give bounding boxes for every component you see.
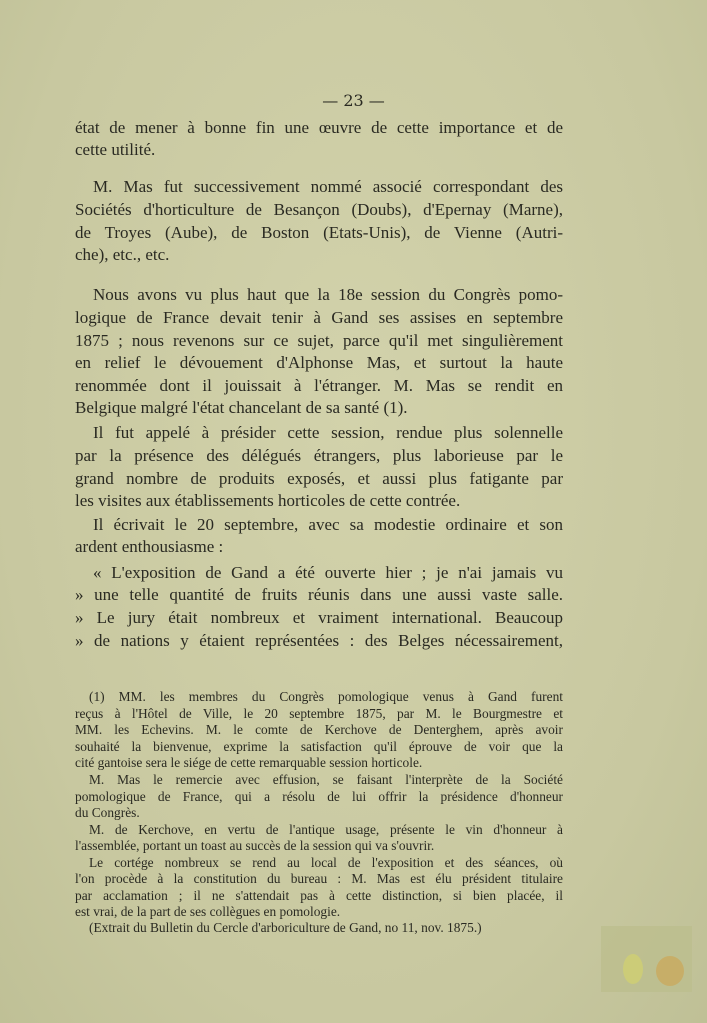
footnote-line: souhaité la bienvenue, exprime la satisfaction qu'il éprouve de voir que la: [75, 739, 563, 754]
body-line: Belgique malgré l'état chancelant de sa santé (1).: [75, 398, 408, 417]
body-line: Sociétés d'horticulture de Besançon (Doubs), d'Epernay (Marne),: [75, 200, 563, 219]
footnote-line: Le cortége nombreux se rend au local de l'exposition et des séances, où: [89, 855, 563, 870]
body-line: grand nombre de produits exposés, et aussi plus fatigante par: [75, 469, 563, 488]
footnote-line: MM. les Echevins. M. le comte de Kerchove de Denterghem, après avoir: [75, 722, 563, 737]
footnote-line: pomologique de France, qui a résolu de lui offrir la présidence d'honneur: [75, 789, 563, 804]
footnote-line: (Extrait du Bulletin du Cercle d'arboriculture de Gand, no 11, nov. 1875.): [89, 920, 482, 935]
footnote-line: l'assemblée, portant un toast au succès de la session qui va s'ouvrir.: [75, 838, 435, 853]
body-line: » de nations y étaient représentées : des Belges nécessairement,: [75, 631, 563, 650]
body-line: « L'exposition de Gand a été ouverte hier ; je n'ai jamais vu: [93, 563, 563, 582]
body-line: cette utilité.: [75, 140, 156, 159]
body-line: Nous avons vu plus haut que la 18e session du Congrès pomo-: [93, 285, 563, 304]
body-line: de Troyes (Aube), de Boston (Etats-Unis), de Vienne (Autri-: [75, 223, 563, 242]
body-line: les visites aux établissements horticoles de cette contrée.: [75, 491, 461, 510]
footnote-line: M. de Kerchove, en vertu de l'antique usage, présente le vin d'honneur à: [89, 822, 563, 837]
body-line: Il fut appelé à présider cette session, rendue plus solennelle: [93, 423, 563, 442]
body-line: en relief le dévouement d'Alphonse Mas, et surtout la haute: [75, 353, 563, 372]
footnote-line: M. Mas le remercie avec effusion, se faisant l'interprète de la Société: [89, 772, 563, 787]
footnote-line: du Congrès.: [75, 805, 140, 820]
body-line: Il écrivait le 20 septembre, avec sa modestie ordinaire et son: [93, 515, 563, 534]
body-line: état de mener à bonne fin une œuvre de cette importance et de: [75, 118, 563, 137]
body-line: che), etc., etc.: [75, 245, 170, 264]
body-line: 1875 ; nous revenons sur ce sujet, parce qu'il met singulièrement: [75, 331, 563, 350]
footnote-line: par acclamation ; il ne s'attendait pas à cette distinction, si bien placée, il: [75, 888, 563, 903]
body-line: renommée dont il jouissait à l'étranger. M. Mas se rendit en: [75, 376, 563, 395]
footnote-line: cité gantoise sera le siége de cette remarquable session horticole.: [75, 755, 423, 770]
footnote-line: reçus à l'Hôtel de Ville, le 20 septembre 1875, par M. le Bourgmestre et: [75, 706, 563, 721]
footnote-line: (1) MM. les membres du Congrès pomologique venus à Gand furent: [89, 689, 563, 704]
body-line: » une telle quantité de fruits réunis dans une aussi vaste salle.: [75, 585, 563, 604]
body-line: logique de France devait tenir à Gand ses assises en septembre: [75, 308, 563, 327]
footnote-line: l'on procède à la constitution du bureau : M. Mas est élu président titulaire: [75, 871, 563, 886]
body-line: par la présence des délégués étrangers, plus laborieuse par le: [75, 446, 563, 465]
body-line: M. Mas fut successivement nommé associé correspondant des: [93, 177, 563, 196]
corner-thumbnail-image: [601, 926, 692, 992]
footnote-line: est vrai, de la part de ses collègues en pomologie.: [75, 904, 341, 919]
body-line: » Le jury était nombreux et vraiment international. Beaucoup: [75, 608, 563, 627]
body-line: ardent enthousiasme :: [75, 537, 224, 556]
page-number: — 23 —: [322, 91, 385, 110]
